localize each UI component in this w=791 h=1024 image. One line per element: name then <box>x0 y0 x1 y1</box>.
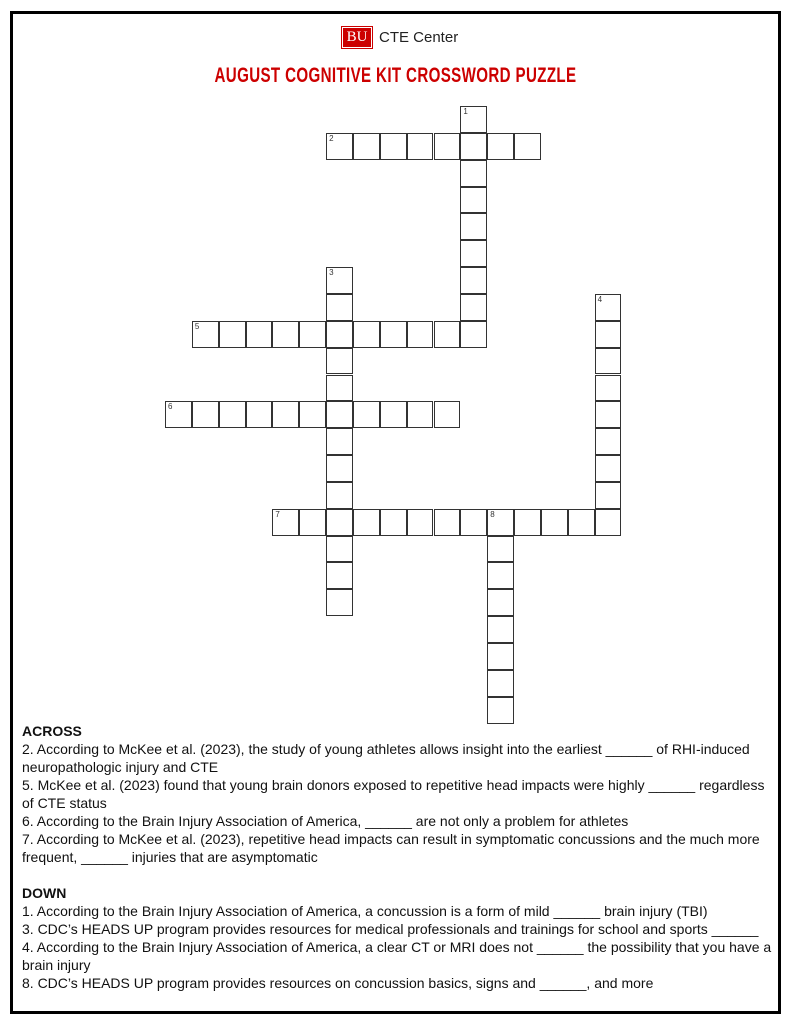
crossword-cell[interactable] <box>487 509 514 536</box>
crossword-cell[interactable] <box>299 321 326 348</box>
clue-number: 8 <box>490 509 495 519</box>
crossword-cell[interactable] <box>487 133 514 160</box>
crossword-cell[interactable] <box>353 133 380 160</box>
clue-number: 1 <box>463 107 468 116</box>
crossword-cell[interactable] <box>326 428 353 455</box>
crossword-cell[interactable] <box>595 428 622 455</box>
crossword-cell[interactable] <box>353 401 380 428</box>
crossword-cell[interactable] <box>460 267 487 294</box>
crossword-cell[interactable] <box>165 401 192 428</box>
down-clue: 8. CDC’s HEADS UP program provides resources on concussion basics, signs and ______, and more <box>22 975 654 991</box>
crossword-cell[interactable] <box>595 321 622 348</box>
down-heading: DOWN <box>22 885 67 901</box>
crossword-cell[interactable] <box>380 509 407 536</box>
crossword-cell[interactable] <box>595 509 622 536</box>
puzzle-title: AUGUST COGNITIVE KIT CROSSWORD PUZZLE <box>214 64 577 87</box>
down-clue: 4. According to the Brain Injury Association of America, a clear CT or MRI does not ______ the possibility that you have a brain injury <box>22 939 772 973</box>
across-clue: 6. According to the Brain Injury Association of America, ______ are not only a problem for athletes <box>22 813 629 829</box>
crossword-cell[interactable] <box>487 643 514 670</box>
crossword-cell[interactable] <box>460 294 487 321</box>
crossword-cell[interactable] <box>219 401 246 428</box>
crossword-cell[interactable] <box>326 482 353 509</box>
crossword-cell[interactable] <box>407 321 434 348</box>
crossword-cell[interactable] <box>192 401 219 428</box>
crossword-cell[interactable] <box>541 509 568 536</box>
crossword-cell[interactable] <box>326 455 353 482</box>
crossword-cell[interactable] <box>460 213 487 240</box>
crossword-cell[interactable] <box>434 133 461 160</box>
crossword-cell[interactable] <box>272 321 299 348</box>
clues-section <box>22 722 772 992</box>
crossword-cell[interactable] <box>460 240 487 267</box>
clue-number: 7 <box>275 509 280 519</box>
crossword-cell[interactable] <box>326 348 353 375</box>
crossword-cell[interactable] <box>407 509 434 536</box>
clue-number: 4 <box>597 294 603 304</box>
crossword-cell[interactable] <box>326 536 353 563</box>
across-heading: ACROSS <box>22 723 82 739</box>
crossword-cell[interactable] <box>299 401 326 428</box>
crossword-cell[interactable] <box>595 455 622 482</box>
crossword-cell[interactable] <box>326 509 353 536</box>
crossword-cell[interactable] <box>407 401 434 428</box>
crossword-cell[interactable] <box>380 321 407 348</box>
crossword-cell[interactable] <box>514 133 541 160</box>
crossword-cell[interactable] <box>568 509 595 536</box>
bu-cte-center-logo <box>342 27 458 48</box>
crossword-cell[interactable] <box>514 509 541 536</box>
crossword-cell[interactable] <box>595 294 622 321</box>
crossword-cell[interactable] <box>326 267 353 294</box>
logo-text: CTE Center <box>379 29 459 46</box>
crossword-cell[interactable] <box>460 187 487 214</box>
crossword-cell[interactable] <box>487 589 514 616</box>
crossword-cell[interactable] <box>487 697 514 724</box>
down-clue: 1. According to the Brain Injury Association of America, a concussion is a form of mild ______ brain injury (TBI) <box>22 903 708 919</box>
clue-number: 6 <box>168 402 173 412</box>
crossword-cell[interactable] <box>460 321 487 348</box>
crossword-cell[interactable] <box>434 321 461 348</box>
crossword-cell[interactable] <box>326 375 353 402</box>
crossword-cell[interactable] <box>326 133 353 160</box>
crossword-cell[interactable] <box>407 133 434 160</box>
crossword-cell[interactable] <box>326 589 353 616</box>
clue-number: 2 <box>329 133 334 143</box>
crossword-cell[interactable] <box>595 482 622 509</box>
crossword-cell[interactable] <box>434 509 461 536</box>
crossword-cell[interactable] <box>219 321 246 348</box>
crossword-cell[interactable] <box>246 321 273 348</box>
crossword-cell[interactable] <box>434 401 461 428</box>
across-clue: 2. According to McKee et al. (2023), the study of young athletes allows insight into the earliest ______ of RHI-induced neuropathologic injury and CTE <box>22 741 750 775</box>
crossword-cell[interactable] <box>487 670 514 697</box>
bu-logo-mark: BU <box>342 27 372 48</box>
crossword-cell[interactable] <box>595 375 622 402</box>
crossword-cell[interactable] <box>487 562 514 589</box>
crossword-cell[interactable] <box>192 321 219 348</box>
crossword-cell[interactable] <box>272 509 299 536</box>
crossword-cell[interactable] <box>353 509 380 536</box>
crossword-cell[interactable] <box>326 401 353 428</box>
crossword-cell[interactable] <box>353 321 380 348</box>
clue-number: 3 <box>329 268 334 278</box>
crossword-cell[interactable] <box>460 160 487 187</box>
across-clue: 5. McKee et al. (2023) found that young brain donors exposed to repetitive head impacts were highly ______ regardless of CTE status <box>22 777 765 811</box>
crossword-cell[interactable] <box>595 401 622 428</box>
across-clue: 7. According to McKee et al. (2023), repetitive head impacts can result in symptomatic concussions and the much more frequent, ______ injuries that are asymptomatic <box>22 831 760 865</box>
crossword-cell[interactable] <box>460 106 487 133</box>
crossword-cell[interactable] <box>487 616 514 643</box>
crossword-cell[interactable] <box>326 562 353 589</box>
crossword-cell[interactable] <box>326 321 353 348</box>
crossword-cell[interactable] <box>460 133 487 160</box>
crossword-cell[interactable] <box>380 401 407 428</box>
crossword-cell[interactable] <box>595 348 622 375</box>
crossword-cell[interactable] <box>460 509 487 536</box>
clue-number: 5 <box>194 321 200 331</box>
crossword-cell[interactable] <box>299 509 326 536</box>
crossword-cell[interactable] <box>246 401 273 428</box>
crossword-cell[interactable] <box>326 294 353 321</box>
down-clue: 3. CDC’s HEADS UP program provides resources for medical professionals and trainings for school and sports ______ <box>22 921 759 937</box>
crossword-cell[interactable] <box>380 133 407 160</box>
crossword-cell[interactable] <box>487 536 514 563</box>
crossword-cell[interactable] <box>272 401 299 428</box>
